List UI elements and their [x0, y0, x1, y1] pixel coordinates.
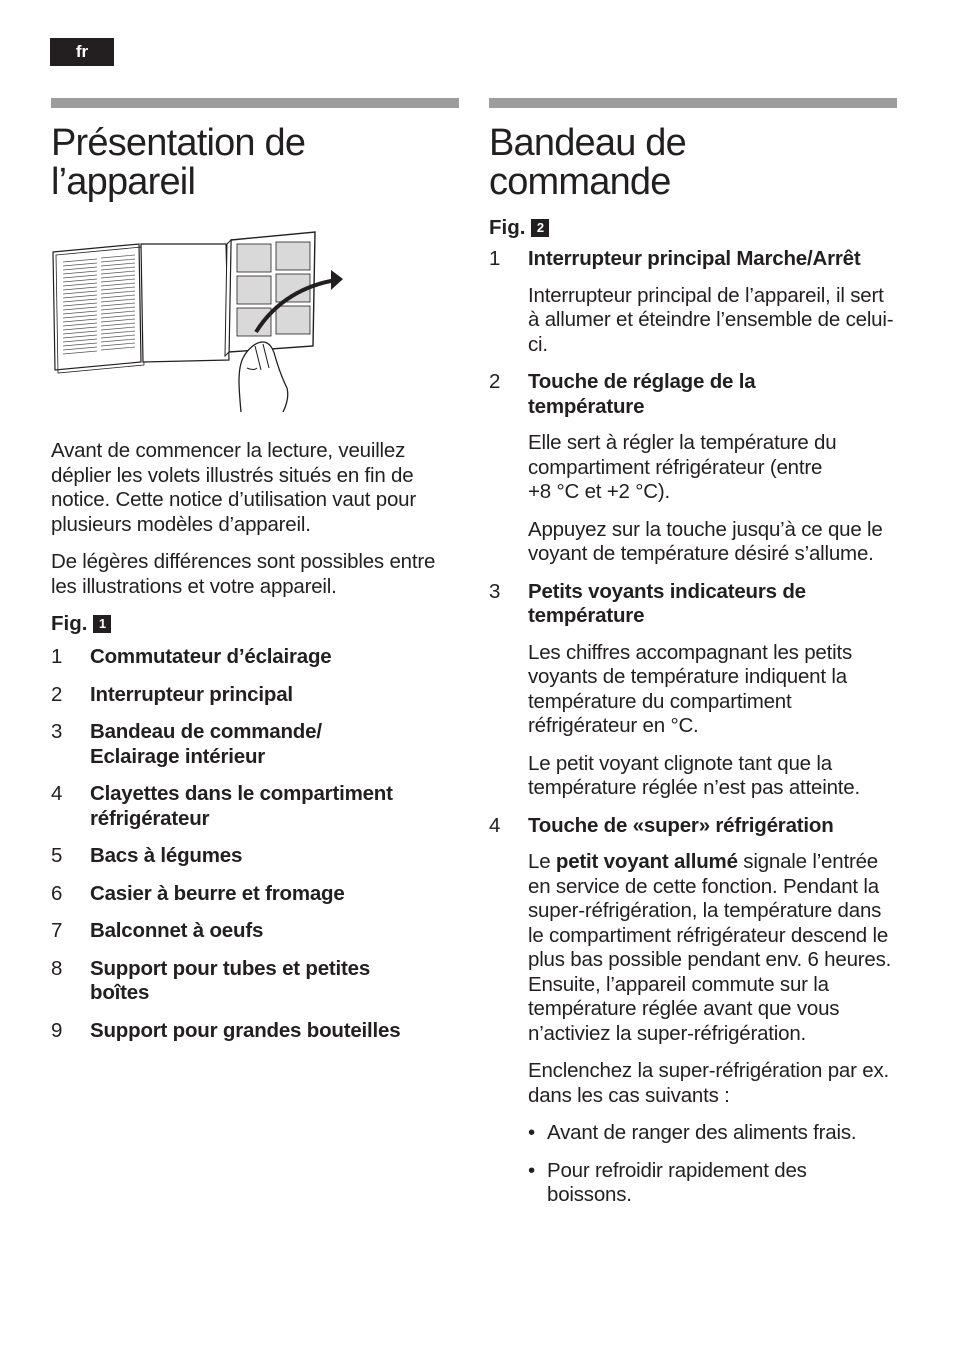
list-item: 1 Commutateur d’éclairage	[51, 645, 332, 668]
item-description: Interrupteur principal de l’appareil, il sert à allumer et éteindre l’ensemble de celui-ci.	[528, 283, 894, 356]
list-item: 2 Interrupteur principal	[51, 682, 293, 706]
bullet-list	[489, 1121, 897, 1208]
section-title-bandeau: Bandeau de commande	[489, 122, 686, 203]
list-item: 5 Bacs à légumes	[51, 844, 243, 867]
item-description: Le petit voyant clignote tant que la température réglée n’est pas atteinte.	[528, 751, 860, 799]
section-rule	[489, 98, 897, 108]
left-column	[51, 98, 459, 1043]
list-item: 7 Balconnet à oeufs	[51, 919, 264, 942]
control-item-temperature-button: 2 Touche de réglage de la température	[489, 370, 756, 418]
language-tab: fr	[50, 38, 114, 66]
note-paragraph: De légères différences sont possibles entre les illustrations et votre appareil.	[51, 550, 436, 598]
item-description: Elle sert à régler la température du compartiment réfrigérateur (entre +8 °C et +2 °C).	[528, 431, 837, 503]
section-title-presentation: Présentation de l’appareil	[51, 122, 306, 203]
control-item-main-switch: 1 Interrupteur principal Marche/Arrêt	[489, 247, 861, 270]
section-rule	[51, 98, 459, 108]
control-item-temperature-indicators: 3 Petits voyants indicateurs de température	[489, 579, 806, 627]
item-description: Appuyez sur la touche jusqu’à ce que le voyant de température désiré s’allume.	[528, 517, 883, 565]
list-item: 9 Support pour grandes bouteilles	[51, 1018, 401, 1042]
bullet-item: • Avant de ranger des aliments frais.	[528, 1121, 857, 1144]
figure-reference: Fig. 1	[51, 612, 459, 636]
list-item: 4 Clayettes dans le compartiment réfrigérateur	[51, 782, 393, 830]
item-description: Le petit voyant allumé signale l’entrée en service de cette fonction. Pendant la super-réfrigération, la température dans le compartiment réfrigérateur descend le plus bas possible pendant env. 6 heures. Ensuite, l’appareil commute sur la température réglée avant que vous n’activiez la super-réfrigération.	[528, 850, 892, 1045]
list-item: 6 Casier à beurre et fromage	[51, 881, 345, 905]
list-item: 3 Bandeau de commande/ Eclairage intérieur	[51, 720, 322, 768]
figure-number-badge: 1	[93, 615, 111, 633]
control-item-super-cooling: 4 Touche de «super» réfrigération	[489, 813, 834, 837]
component-list	[51, 645, 459, 1043]
figure-reference: Fig. 2	[489, 216, 897, 240]
figure-number-badge: 2	[531, 219, 549, 237]
item-description: Enclenchez la super-réfrigération par ex. dans les cas suivants :	[528, 1059, 889, 1107]
unfold-booklet-illustration	[51, 230, 351, 414]
intro-paragraph: Avant de commencer la lecture, veuillez déplier les volets illustrés situés en fin de notice. Cette notice d’utilisation vaut pour plusieurs modèles d’appareil.	[51, 439, 416, 536]
item-description: Les chiffres accompagnant les petits voyants de température indiquent la température du compartiment réfrigérateur en °C.	[528, 640, 853, 737]
bullet-item: • Pour refroidir rapidement des boissons.	[528, 1158, 807, 1206]
right-column	[489, 98, 897, 1208]
list-item: 8 Support pour tubes et petites boîtes	[51, 956, 371, 1004]
